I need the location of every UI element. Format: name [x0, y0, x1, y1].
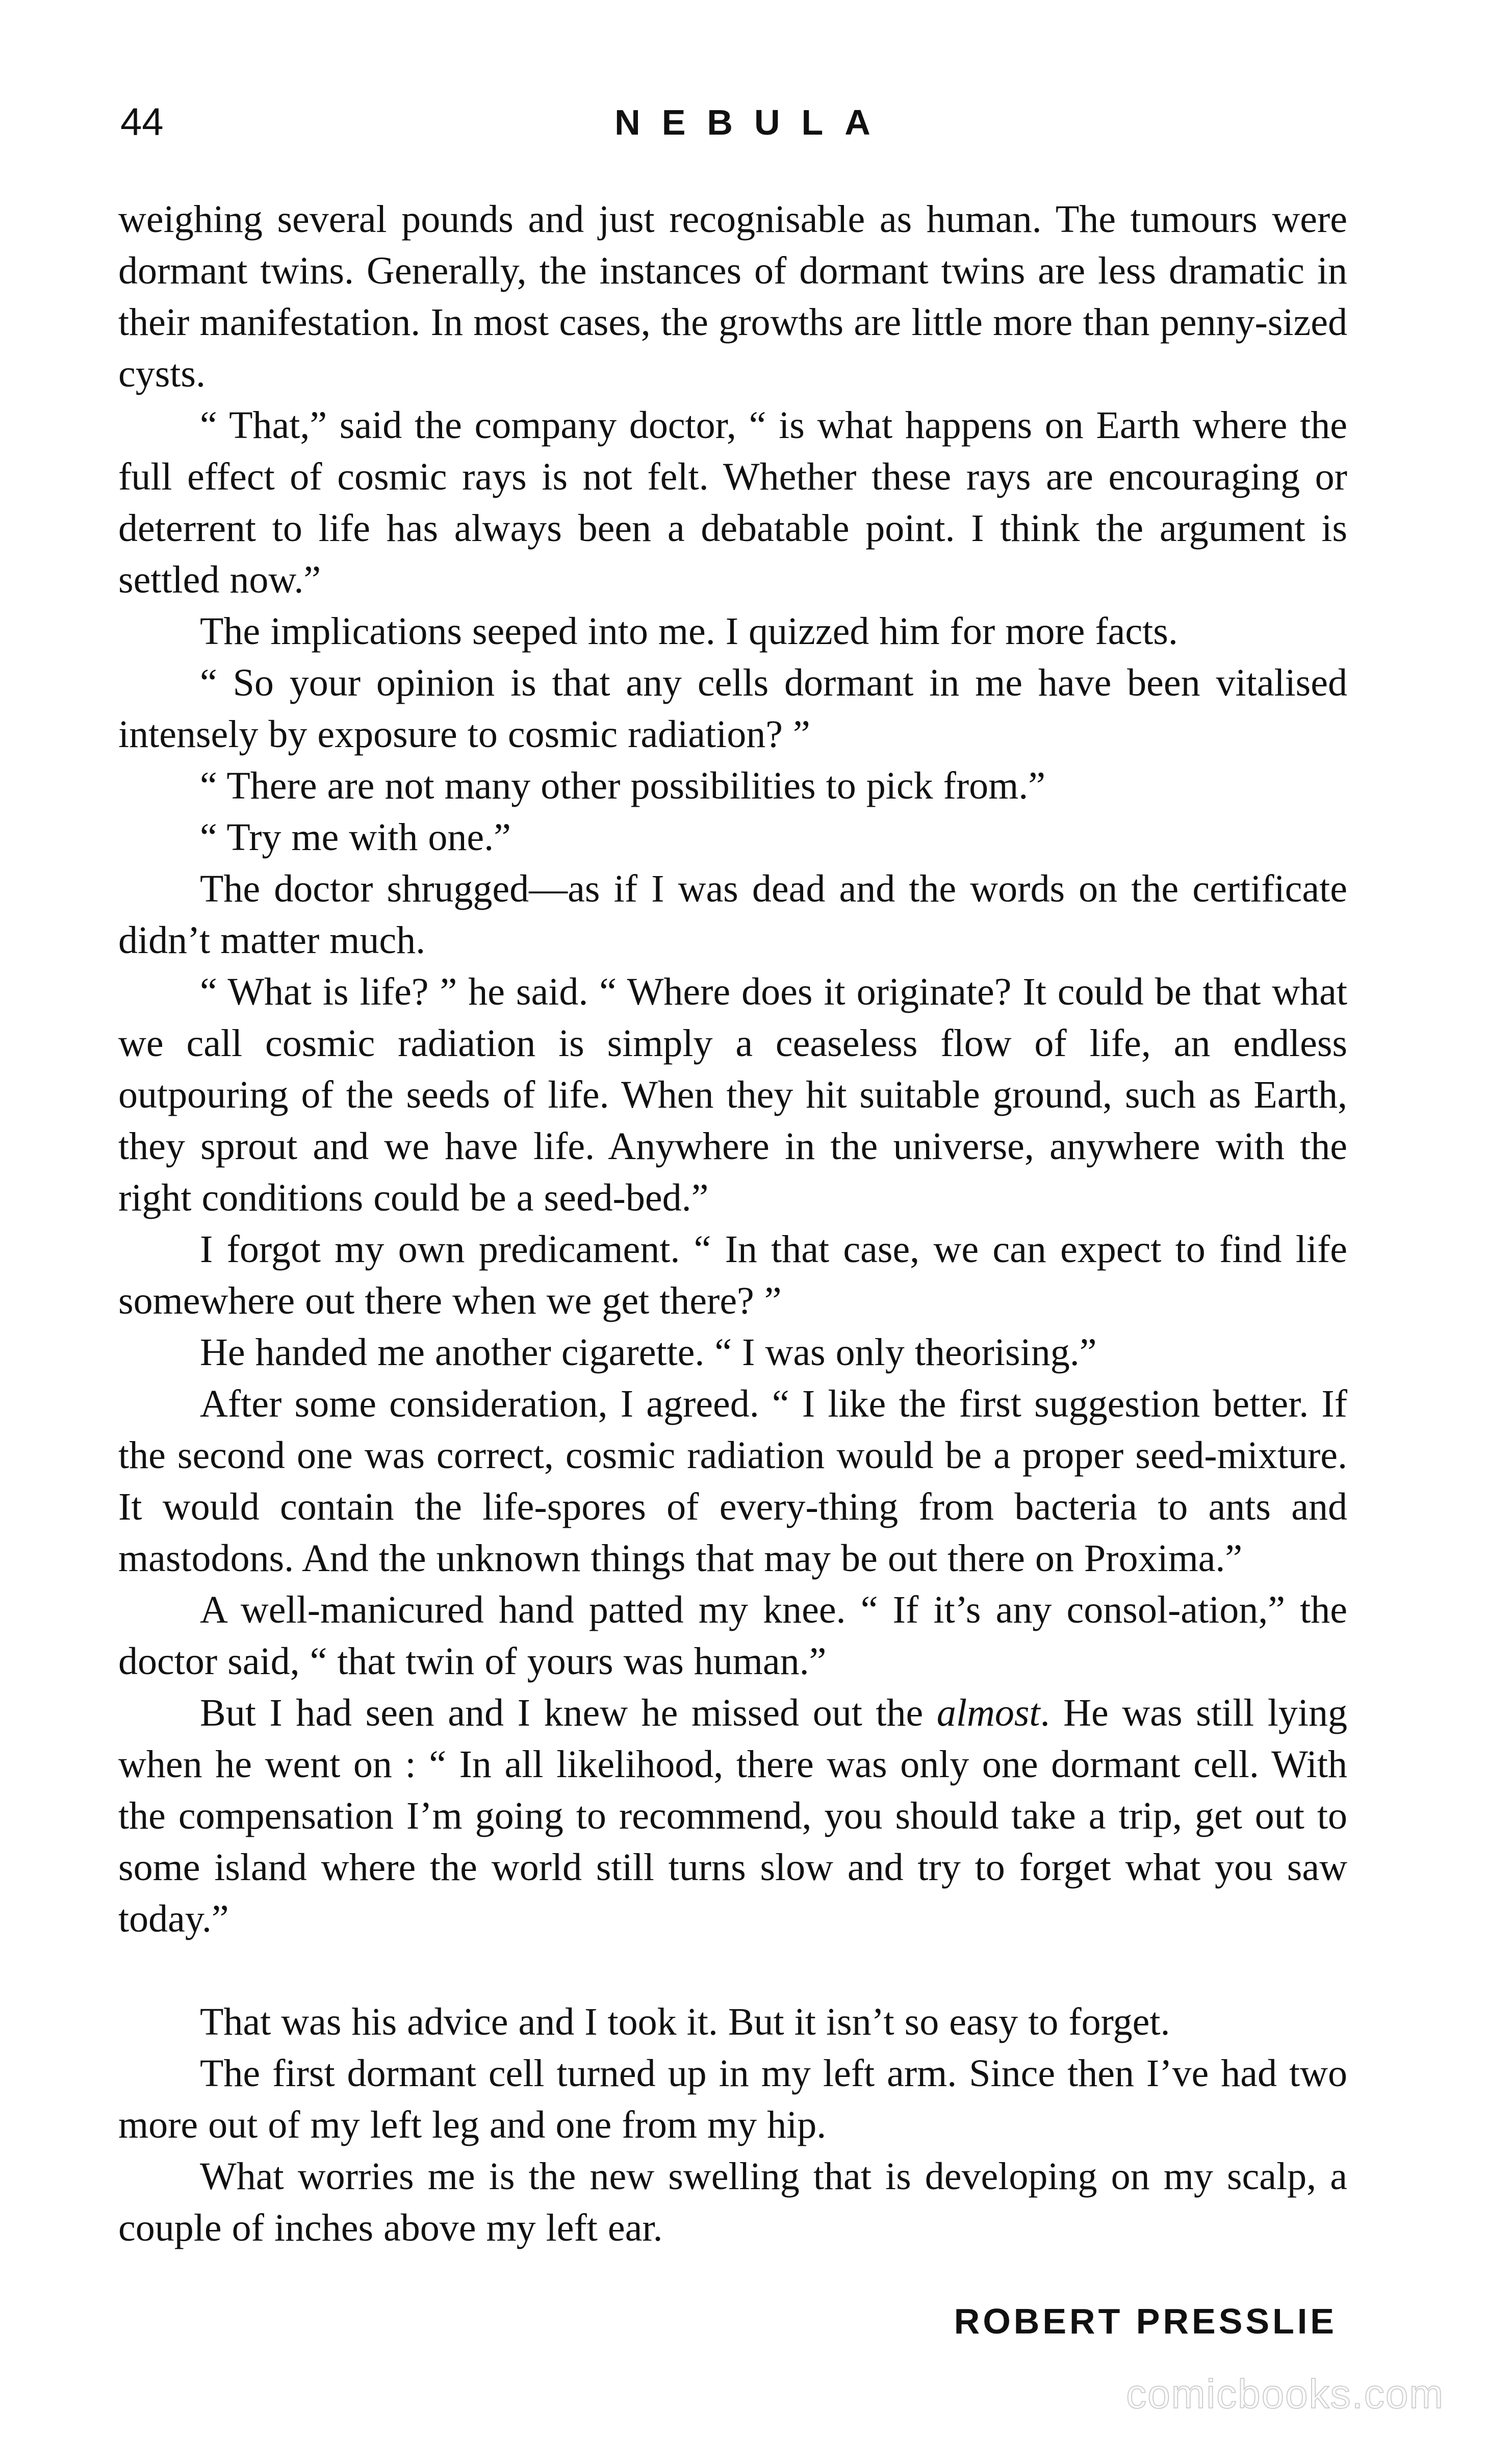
paragraph-1: weighing several pounds and just recognisable as human. The tumours were dormant twins. Generally, the instances of dormant twins are less dramatic in their manifestation. In most cases, the growths are little more than penny-sized cysts.	[118, 198, 1347, 395]
paragraph-3: The implications seeped into me. I quizzed him for more facts.	[200, 610, 1178, 653]
paragraph-16: What worries me is the new swelling that is developing on my scalp, a couple of inches above my left ear.	[118, 2155, 1347, 2249]
paragraph-11: After some consideration, I agreed. “ I like the first suggestion better. If the second one was correct, cosmic radiation would be a proper seed-mixture. It would contain the life-spores of every-thing from bacteria to ants and mastodons. And the unknown things that may be out there on Proxima.”	[118, 1382, 1347, 1580]
paragraph-12: A well-manicured hand patted my knee. “ If it’s any consol-ation,” the doctor said, “ that twin of yours was human.”	[118, 1588, 1347, 1683]
page-header	[120, 97, 1365, 153]
paragraph-2: “ That,” said the company doctor, “ is what happens on Earth where the full effect of cosmic rays is not felt. Whether these rays are encouraging or deterrent to life has always been a debatable point. I think the argument is settled now.”	[118, 404, 1347, 601]
story-text	[118, 194, 1347, 2254]
paragraph-15: The first dormant cell turned up in my left arm. Since then I’ve had two more out of my left leg and one from my hip.	[118, 2052, 1347, 2146]
paragraph-4: “ So your opinion is that any cells dormant in me have been vitalised intensely by exposure to cosmic radiation? ”	[118, 661, 1347, 756]
paragraph-13-end: . He was still lying when he went on : “ In all likelihood, there was only one dormant cell. With the compensation I’m going to recommend, you should take a trip, get out to some island where the world still turns slow and try to forget what you saw today.”	[118, 1691, 1348, 1940]
paragraph-13-start: But I had seen and I knew he missed out the	[200, 1691, 937, 1734]
paragraph-7: The doctor shrugged—as if I was dead and the words on the certificate didn’t matter much.	[118, 867, 1347, 962]
paragraph-13	[118, 1687, 1347, 1945]
paragraph-14: That was his advice and I took it. But it isn’t so easy to forget.	[200, 2000, 1170, 2043]
paragraph-10: He handed me another cigarette. “ I was only theorising.”	[200, 1331, 1097, 1374]
paragraph-9: I forgot my own predicament. “ In that case, we can expect to find life somewhere out there when we get there? ”	[118, 1228, 1347, 1322]
emphasized-word: almost	[936, 1691, 1040, 1734]
site-watermark: comicbooks.com	[1126, 2371, 1444, 2417]
paragraph-6: “ Try me with one.”	[200, 816, 511, 859]
paragraph-5: “ There are not many other possibilities to pick from.”	[200, 764, 1046, 807]
page-number: 44	[120, 100, 164, 144]
author-byline: ROBERT PRESSLIE	[954, 2301, 1337, 2341]
running-title: NEBULA	[614, 102, 892, 142]
paragraph-8: “ What is life? ” he said. “ Where does it originate? It could be that what we call cosmic radiation is simply a ceaseless flow of life, an endless outpouring of the seeds of life. When they hit suitable ground, such as Earth, they sprout and we have life. Anywhere in the universe, anywhere with the right conditions could be a seed-bed.”	[118, 970, 1347, 1219]
